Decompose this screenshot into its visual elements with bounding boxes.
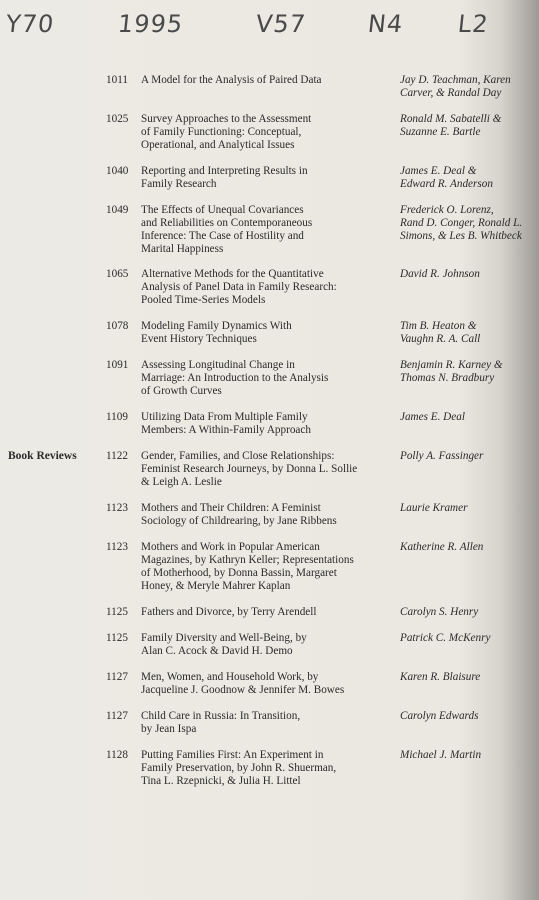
entry-title-line: Mothers and Work in Popular American	[141, 541, 320, 553]
handwritten-note: N4	[366, 10, 405, 38]
entry-page-number: 1123	[106, 541, 128, 553]
entry-author	[400, 113, 539, 139]
entry-title	[141, 749, 386, 788]
entry-title	[141, 113, 386, 152]
entry-page-number: 1125	[106, 606, 128, 618]
entry-author	[400, 502, 539, 515]
entry-title-line: Operational, and Analytical Issues	[141, 139, 295, 151]
entry-title	[141, 268, 386, 307]
entry-author	[400, 411, 539, 424]
entry-title	[141, 502, 386, 528]
entry-title	[141, 606, 386, 619]
handwritten-note: 1995	[116, 10, 185, 38]
entry-title-line: Analysis of Panel Data in Family Research:	[141, 281, 337, 293]
entry-author-line: Vaughn R. A. Call	[400, 333, 481, 345]
entry-author	[400, 749, 539, 762]
entry-author	[400, 541, 539, 554]
entry-title-line: & Leigh A. Leslie	[141, 476, 222, 488]
handwritten-note: V57	[254, 10, 308, 38]
entry-author	[400, 606, 539, 619]
entry-page-number: 1040	[106, 165, 129, 177]
entry-title-line: Family Diversity and Well-Being, by	[141, 632, 307, 644]
entry-title-line: Gender, Families, and Close Relationships:	[141, 450, 335, 462]
entry-author-line: Katherine R. Allen	[400, 541, 484, 553]
entry-page-number: 1011	[106, 74, 128, 86]
entry-title-line: Utilizing Data From Multiple Family	[141, 411, 308, 423]
entry-title	[141, 450, 386, 489]
entry-author	[400, 359, 539, 385]
entry-title	[141, 320, 386, 346]
entry-page-number: 1049	[106, 204, 129, 216]
entry-author	[400, 204, 539, 243]
entry-title-line: Alan C. Acock & David H. Demo	[141, 645, 293, 657]
entry-author-line: Tim B. Heaton &	[400, 320, 477, 332]
entry-author-line: Benjamin R. Karney &	[400, 359, 503, 371]
entry-author	[400, 710, 539, 723]
entry-page-number: 1025	[106, 113, 129, 125]
entry-page-number: 1128	[106, 749, 128, 761]
handwritten-note: L2	[456, 10, 491, 38]
entry-page-number: 1122	[106, 450, 128, 462]
entry-title-line: Pooled Time-Series Models	[141, 294, 266, 306]
entry-author-line: Simons, & Les B. Whitbeck	[400, 230, 522, 242]
entry-title	[141, 204, 386, 256]
entry-author-line: Polly A. Fassinger	[400, 450, 484, 462]
entry-author	[400, 320, 539, 346]
entry-author-line: Carolyn Edwards	[400, 710, 479, 722]
entry-title-line: Putting Families First: An Experiment in	[141, 749, 324, 761]
entry-title-line: Tina L. Rzepnicki, & Julia H. Littel	[141, 775, 301, 787]
entry-author-line: Suzanne E. Bartle	[400, 126, 481, 138]
entry-title-line: Fathers and Divorce, by Terry Arendell	[141, 606, 317, 618]
entry-title-line: Inference: The Case of Hostility and	[141, 230, 304, 242]
entry-title	[141, 541, 386, 593]
entry-title-line: Mothers and Their Children: A Feminist	[141, 502, 321, 514]
entry-title-line: Honey, & Meryle Mahrer Kaplan	[141, 580, 291, 592]
entry-title-line: Feminist Research Journeys, by Donna L. Sollie	[141, 463, 358, 475]
entry-author	[400, 632, 539, 645]
entry-title	[141, 359, 386, 398]
entry-title	[141, 710, 386, 736]
entry-page-number: 1123	[106, 502, 128, 514]
entry-author-line: Rand D. Conger, Ronald L.	[400, 217, 523, 229]
entry-title-line: Assessing Longitudinal Change in	[141, 359, 295, 371]
entry-title	[141, 165, 386, 191]
entry-title-line: Members: A Within-Family Approach	[141, 424, 311, 436]
entry-author-line: Laurie Kramer	[400, 502, 468, 514]
entry-page-number: 1127	[106, 710, 128, 722]
entry-author-line: Frederick O. Lorenz,	[400, 204, 494, 216]
entry-page-number: 1078	[106, 320, 129, 332]
entry-title-line: Reporting and Interpreting Results in	[141, 165, 308, 177]
entry-page-number: 1125	[106, 632, 128, 644]
entry-title-line: Alternative Methods for the Quantitative	[141, 268, 324, 280]
entry-author-line: Ronald M. Sabatelli &	[400, 113, 502, 125]
entry-page-number: 1109	[106, 411, 128, 423]
entry-page-number: 1127	[106, 671, 128, 683]
entry-title	[141, 671, 386, 697]
entry-title	[141, 632, 386, 658]
entry-title-line: Modeling Family Dynamics With	[141, 320, 292, 332]
entry-author-line: Carolyn S. Henry	[400, 606, 479, 618]
entry-author	[400, 671, 539, 684]
entry-title-line: Family Preservation, by John R. Shuerman,	[141, 762, 337, 774]
entry-author	[400, 268, 539, 281]
entry-author-line: Michael J. Martin	[400, 749, 482, 761]
entry-title-line: Survey Approaches to the Assessment	[141, 113, 312, 125]
entry-author-line: James E. Deal	[400, 411, 465, 423]
entry-author	[400, 450, 539, 463]
entry-author-line: Patrick C. McKenry	[400, 632, 491, 644]
entry-title-line: Sociology of Childrearing, by Jane Ribbens	[141, 515, 337, 527]
entry-title-line: Event History Techniques	[141, 333, 257, 345]
entry-title-line: Marital Happiness	[141, 243, 224, 255]
entry-title-line: Family Research	[141, 178, 217, 190]
section-label-book-reviews: Book Reviews	[8, 450, 77, 462]
entry-title-line: of Growth Curves	[141, 385, 222, 397]
entry-title-line: of Family Functioning: Conceptual,	[141, 126, 302, 138]
entry-title-line: Marriage: An Introduction to the Analysis	[141, 372, 329, 384]
entry-title-line: and Reliabilities on Contemporaneous	[141, 217, 313, 229]
entry-title	[141, 411, 386, 437]
entry-author	[400, 165, 539, 191]
entry-title-line: Child Care in Russia: In Transition,	[141, 710, 301, 722]
handwritten-note: Y70	[4, 10, 56, 38]
entry-title-line: Men, Women, and Household Work, by	[141, 671, 319, 683]
entry-page-number: 1065	[106, 268, 129, 280]
entry-author-line: Jay D. Teachman, Karen	[400, 74, 511, 86]
entry-title-line: Magazines, by Kathryn Keller; Representations	[141, 554, 354, 566]
entry-author-line: James E. Deal &	[400, 165, 477, 177]
entry-author-line: Thomas N. Bradbury	[400, 372, 495, 384]
entry-title-line: Jacqueline J. Goodnow & Jennifer M. Bowes	[141, 684, 345, 696]
entry-title-line: The Effects of Unequal Covariances	[141, 204, 304, 216]
entry-title	[141, 74, 386, 87]
entry-author-line: Carver, & Randal Day	[400, 87, 502, 99]
entry-title-line: of Motherhood, by Donna Bassin, Margaret	[141, 567, 337, 579]
entry-title-line: by Jean Ispa	[141, 723, 197, 735]
entry-author	[400, 74, 539, 100]
entry-author-line: David R. Johnson	[400, 268, 480, 280]
entry-page-number: 1091	[106, 359, 129, 371]
entry-author-line: Karen R. Blaisure	[400, 671, 481, 683]
entry-author-line: Edward R. Anderson	[400, 178, 493, 190]
entry-title-line: A Model for the Analysis of Paired Data	[141, 74, 322, 86]
